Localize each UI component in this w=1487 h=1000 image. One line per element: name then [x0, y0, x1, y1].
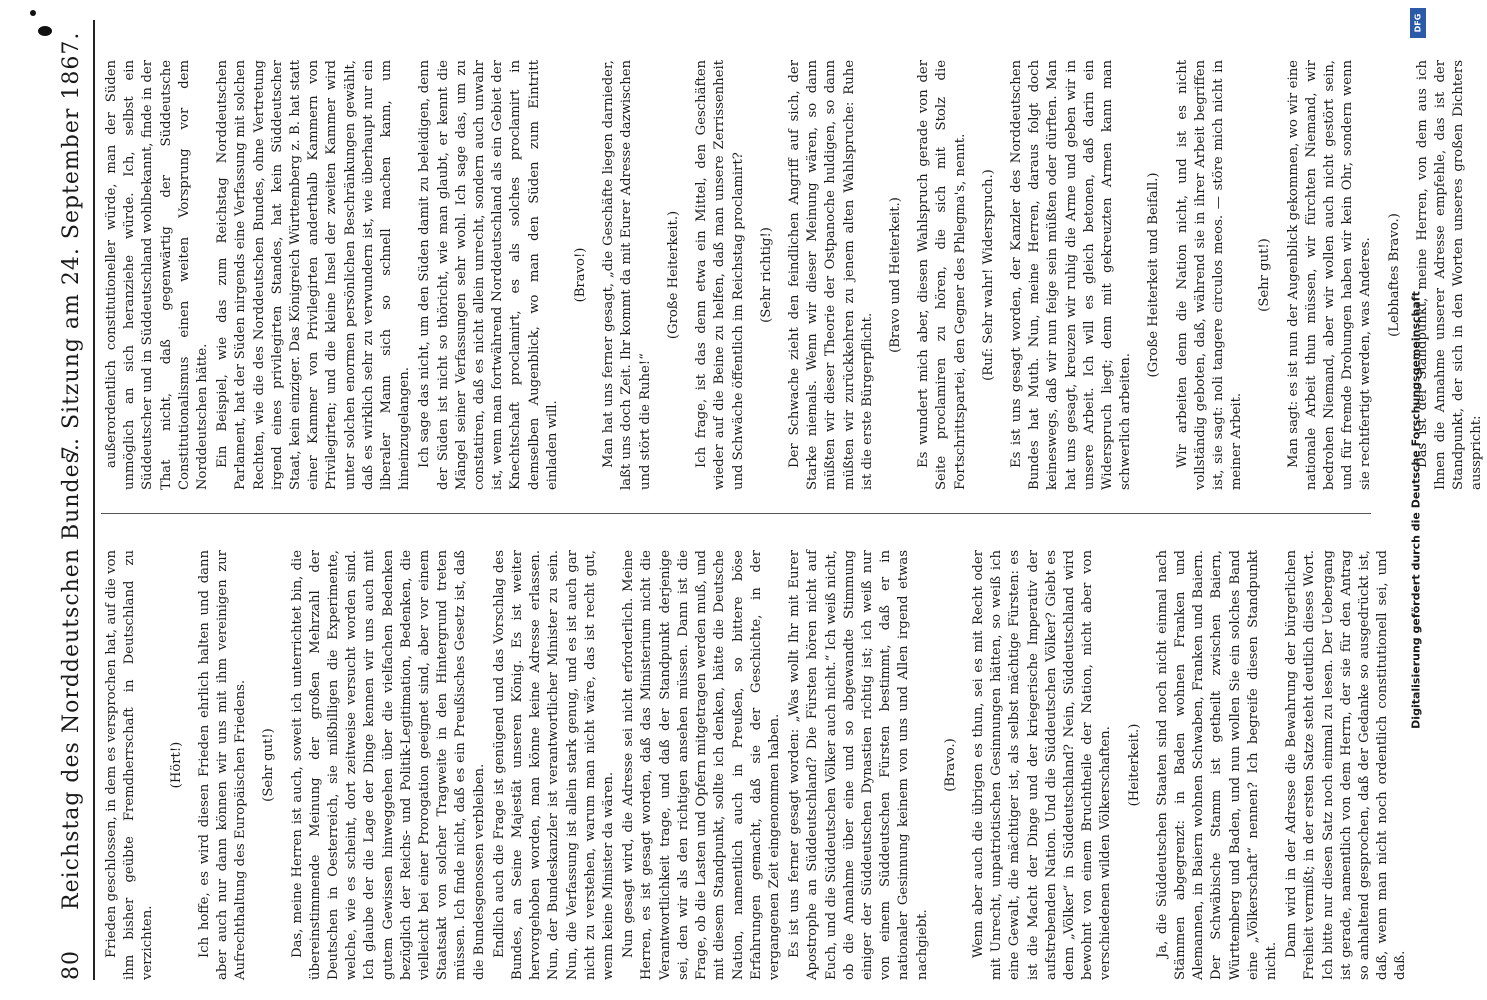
paragraph: Frieden geschlossen, in dem es versprochen hat, auf die von ihm bisher geübte Fremdherrschaft in Deutschland zu verzichten.	[104, 550, 156, 980]
paragraph: Der Schwache zieht den feindlichen Angriff auf sich, der Starke niemals. Wenn wir dieser Meinung wären, so dann müßten wir dieser Theorie der Ostpanoche huldigen, so dann müßten wir zurückkehren zu jenem alten Wahlspruche: Ruhe ist die erste Bürgerpflicht.	[786, 60, 875, 490]
dfg-logo: DFG	[1410, 8, 1426, 38]
right-text-column	[103, 60, 1485, 490]
paragraph: Wenn aber auch die übrigen es thun, sei es mit Recht oder mit Unrecht, unpatriotischen Gesinnungen hätten, so weiß ich eine Gewalt, die mächtiger ist, als selbst mächtige Fürsten: es ist die Macht der Dinge und der kriegerische Imperativ der aufstrebenden Nation. Und die Süddeutschen Völker? Giebt es denn „Völker“ in Süddeutschland? Nein, Süddeutschland wird bewohnt von einem Bruchtheile der Nation, nicht aber von verschiedenen wilden Völkerschaften.	[970, 550, 1114, 980]
paragraph: Es ist uns ferner gesagt worden: „Was wollt Ihr mit Eurer Apostrophe an Süddeutschland? Die Fürsten hören nicht auf Euch, und die Süddeutschen Völker auch nicht.“ Ich weiß nicht, ob die Annahme über eine und so abgewandte Stimmung einiger der Süddeutschen Dynastien richtig ist; ich weiß nur von einem Süddeutschen Fürsten bestimmt, daß er in nationaler Gesinnung keinem von uns und Allen irgend etwas nachgiebt.	[787, 550, 930, 980]
paragraph: Ich hoffe, es wird diesen Frieden ehrlich halten und dann aber auch nur dann können wir uns mit ihm vereinigen zur Aufrechthaltung des Europäischen Friedens.	[196, 550, 249, 980]
interjection: (Ruf: Sehr wahr! Widerspruch.)	[980, 169, 996, 381]
paragraph: Man sagt: es ist nun der Augenblick gekommen, wo wir eine nationale Arbeit thun müssen, wir fürchten Niemand, wir bedrohen Niemand, aber wir wollen auch nicht gestört sein, und für fremde Drohungen haben wir kein Ohr, sondern wenn sie rechtfertigt werden, was Anderes.	[1285, 60, 1374, 490]
paragraph: Das ist der Standpunkt, meine Herren, von dem aus ich Ihnen die Annahme unserer Adresse empfehle, das ist der Standpunkt, der sich in den Worten unseres großen Dichters ausspricht:	[1414, 60, 1485, 490]
interjection: (Bravo und Heiterkeit.)	[887, 197, 903, 353]
paragraph: Nun gesagt wird, die Adresse sei nicht erforderlich. Meine Herren, es ist gesagt worden, daß das Ministerium nicht die Verantwortlichkeit trage, und daß der Standpunkt derjenige sei, den wir als den richtigen ansehen müssen. Dann ist die Frage, ob die Lasten und Opfern mitgetragen werden muß, und mit diesem Standpunkt, sollte ich denken, hätte die Deutsche Nation, namentlich auch in Preußen, so bittere böse Erfahrungen gemacht, daß sie der Geschichte, in der vergangenen Zeit eingenommen haben.	[621, 550, 782, 980]
interjection: (Hört!)	[168, 741, 184, 789]
digitization-note: Digitalisierung gefördert durch die Deutsche Forschungsgemeinschaft	[1409, 291, 1423, 729]
interjection: (Große Heiterkeit.)	[665, 210, 681, 340]
ink-speck	[30, 10, 36, 16]
ink-speck	[38, 26, 52, 36]
page-number: 80	[59, 950, 84, 980]
paragraph: Ich frage, ist das denn etwa ein Mittel, den Geschäften wieder auf die Beine zu helfen, daß man unsere Zerrissenheit und Schwäche öffentlich im Reichstag proclamirt?	[694, 60, 746, 490]
interjection: (Bravo!)	[573, 247, 589, 303]
interjection: (Große Heiterkeit und Beifall.)	[1146, 172, 1162, 378]
header-left-title: Reichstag des Norddeutschen Bundes.	[59, 443, 84, 910]
interjection: (Sehr gut!)	[261, 728, 277, 802]
paragraph: Wir arbeiten denn die Nation nicht, und ist es nicht vollständig geboten, daß, während sie in ihrer Arbeit begriffen ist, sie sagt: noli tangere circulos meos. — störe mich nicht in meiner Arbeit.	[1174, 60, 1245, 490]
paragraph: Dann wird in der Adresse die Bewahrung der bürgerlichen Freiheit vermißt; in der ersten Satze steht deutlich dieses Wort. Ich bitte nur diesen Satz noch einmal zu lesen. Der Uebergang ist gerade, namentlich von dem Herrn, der sie für den Antrag so anhaltend gesprochen, daß der Gedanke so ausgedrückt ist, daß, wenn man nicht noch ordentlich constitutionell sei, und daß.	[1284, 550, 1409, 980]
paragraph: Es wundert mich aber, diesen Wahlspruch gerade von der Seite proclamiren zu hören, die sich mit Stolz die Fortschrittspartei, den Gegner des Phlegma's, nennt.	[916, 60, 968, 490]
interjection: (Sehr gut!)	[1257, 238, 1273, 312]
column-divider	[101, 513, 1371, 514]
paragraph: Man hat uns ferner gesagt, „die Geschäfte liegen darnieder, laßt uns doch Zeit. Ihr kommt da mit Eurer Adresse dazwischen und stört die Ruhe!“	[601, 60, 653, 490]
paragraph: Endlich auch die Frage ist genügend und das Vorschlag des Bundes, an Seine Majestät unseren König. Es ist weiter hervorgehoben worden, man könne keine Adresse erlassen. Nun, der Bundeskanzler ist verantwortlicher Minister zu sein. Nun, die Verfassung ist allein stark genug, und es ist auch gar nicht zu verstehen, warum man nicht wäre, das ist recht gut, wenn keine Minister da wären.	[491, 550, 617, 980]
interjection: (Lebhaftes Bravo.)	[1386, 213, 1402, 337]
running-header	[53, 20, 95, 980]
interjection: (Bravo.)	[942, 738, 958, 792]
paragraph: Ja, die Süddeutschen Staaten sind noch nicht einmal nach Stämmen abgegrenzt: in Baden wohnen Franken und Alemannen, in Baiern wohnen Schwaben, Franken und Baiern. Der Schwäbische Stamm ist getheilt zwischen Baiern, Württemberg und Baden, und nun wollen Sie ein solches Band eine „Völkerschaft“ nennen? Ich begreife diesen Standpunkt nicht.	[1154, 550, 1279, 980]
interjection: (Sehr richtig!)	[758, 227, 774, 323]
paragraph: Ein Beispiel, wie das zum Reichstag Norddeutschen Parlament, hat der Süden nirgends eine Verfassung mit solchen Rechten, wie die des Norddeutschen Bundes, ohne Vertretung irgend eines privilegirten Standes, hat kein Süddeutscher Staat, kein einziger. Das Königreich Württemberg z. B. hat statt einer Kammer von Privilegirten anderthalb Kammern von Privilegirten; und die kleine Insel der zweiten Kammer wird unter solchen enormen persönlichen Beschränkungen gewählt, daß es wirklich sehr zu verwundern ist, wie überhaupt nur ein liberaler Mann sich so schnell machen kann, um hineinzugelangen.	[215, 60, 413, 490]
left-text-column	[103, 550, 1409, 980]
header-right-title: 7. Sitzung am 24. September 1867.	[59, 31, 84, 460]
paragraph: Ich sage das nicht, um den Süden damit zu beleidigen, denn der Süden ist nicht so thöricht, wie man glaubt, er kennt die Mängel seiner Verfassungen sehr wohl. Ich sage das, um zu constatiren, daß es nicht allein unrecht, sondern auch unwahr ist, wenn man fortwährend Norddeutschland als ein Gebiet der Knechtschaft proclamirt, es als solches proclamirt in demselben Augenblick, wo man den Süden zum Eintritt einladen will.	[417, 60, 560, 490]
paragraph: Das, meine Herren ist auch, soweit ich unterrichtet bin, die übereinstimmende Meinung der großen Mehrzahl der Deutschen in Oesterreich, sie mißbilligen die Experimente, welche, wie es scheint, dort zeitweise versucht worden sind. Ich glaube der die Lage der Dinge kennen wir uns auch mit gutem Gewissen hinweggehen über die vielfachen Bedenken bezüglich der Reichs- und Politik-Legitimation, Bedenken, die vielleicht bei einer Prorogation geeignet sind, aber vor einem Staatsakt von solcher Tragweite in den Hintergrund treten müssen. Ich finde nicht, daß es ein Preußisches Gesetz ist, daß die Bundesgenossen verbleiben.	[289, 550, 487, 980]
paragraph: außerordentlich constitutioneller würde, man der Süden unmöglich an sich heranziehe würde. Ich, selbst ein Süddeutscher und in Süddeutschland wohlbekannt, finde in der That nicht, daß gegenwärtig der Süddeutsche Constitutionalismus einen weiten Vorsprung vor dem Norddeutschen hätte.	[104, 60, 211, 490]
interjection: (Heiterkeit.)	[1126, 723, 1142, 807]
paragraph: Es ist uns gesagt worden, der Kanzler des Norddeutschen Bundes hat Muth. Nun, meine Herren, daraus folgt doch keineswegs, daß wir nun feige sein müßten oder dürften. Man hat uns gesagt, kreuzen wir ruhig die Arme und geben wir in unsere Arbeit. Ich will es gleich betonen, daß darin ein Widerspruch liegt; denn mit gekreuzten Armen kann man schwerlich arbeiten.	[1008, 60, 1134, 490]
